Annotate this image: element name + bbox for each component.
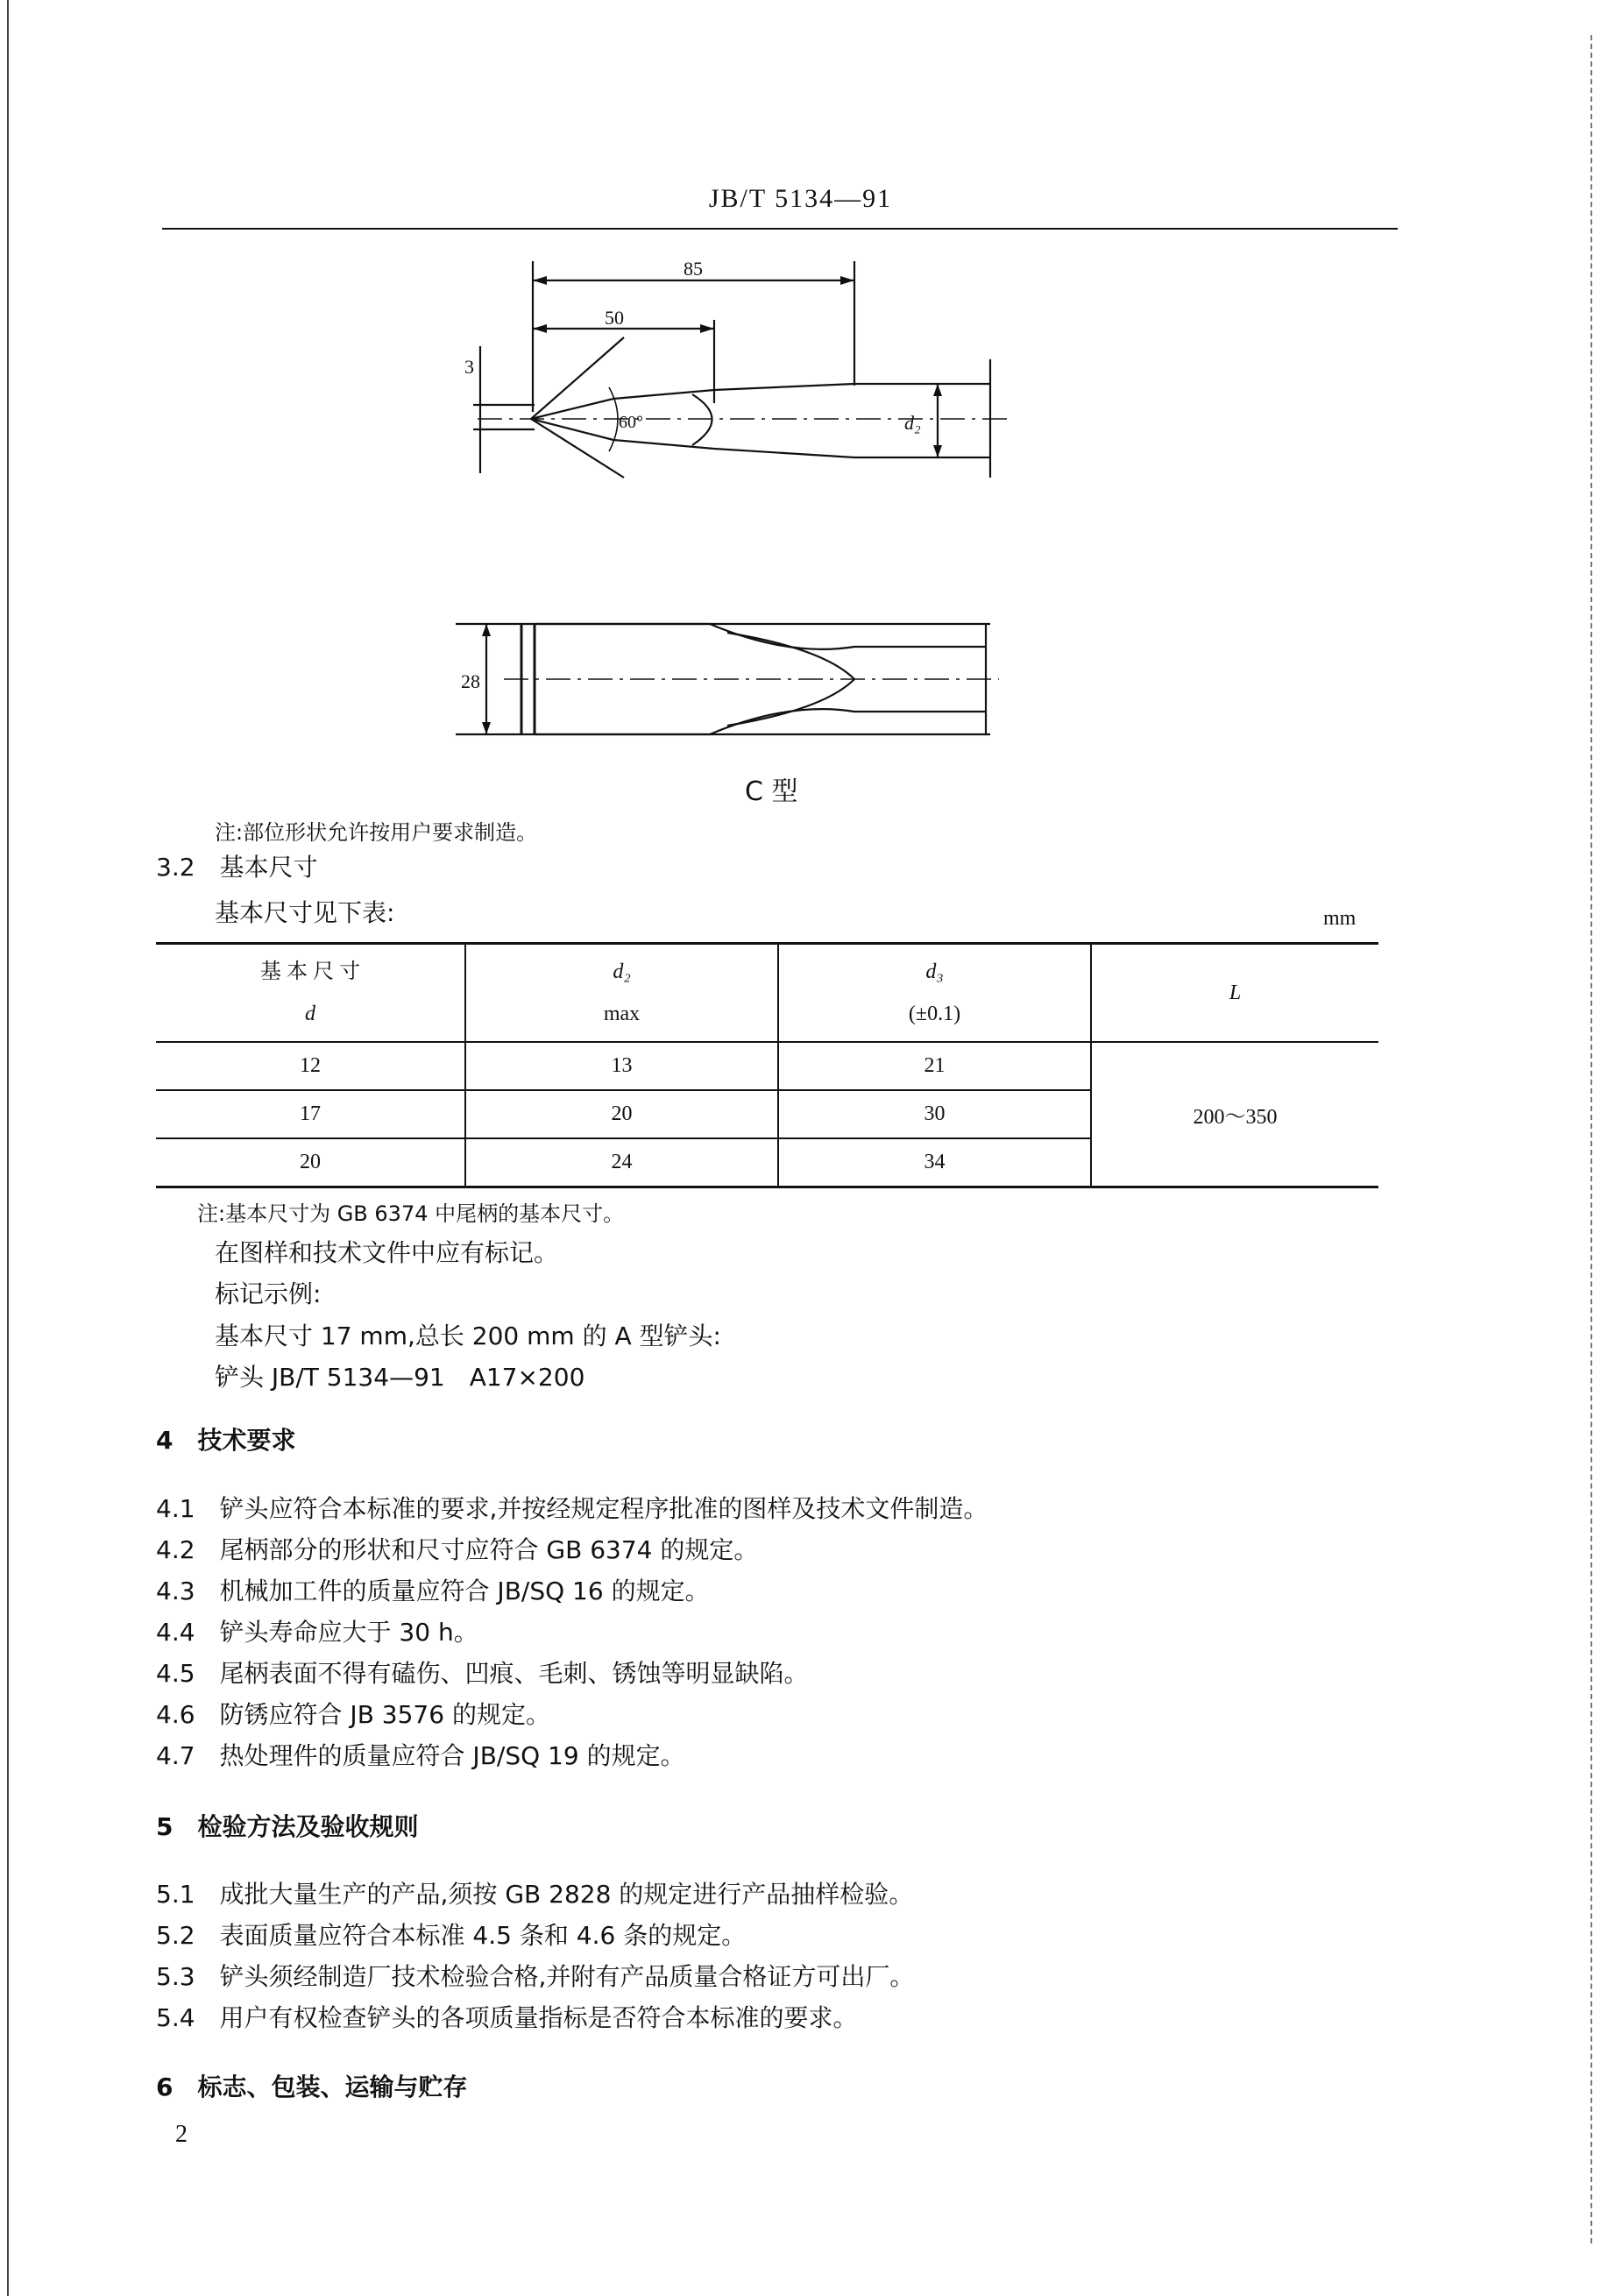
list-item: 5.4 用户有权检查铲头的各项质量指标是否符合本标准的要求。: [156, 2003, 858, 2032]
standard-code-header: JB/T 5134—91: [708, 184, 893, 213]
cell-d: 20: [156, 1138, 465, 1187]
dim-label-3: 3: [464, 356, 474, 378]
dim-label-d2: d₂: [904, 412, 921, 434]
technical-drawing: [0, 0, 1601, 771]
section-4-title: 4 技术要求: [156, 1426, 296, 1455]
page-number: 2: [175, 2121, 188, 2148]
cell-d2: 13: [465, 1042, 778, 1090]
list-item: 4.5 尾柄表面不得有磕伤、凹痕、毛刺、锈蚀等明显缺陷。: [156, 1659, 809, 1688]
marking-line-3: 基本尺寸 17 mm,总长 200 mm 的 A 型铲头:: [215, 1322, 721, 1350]
marking-line-1: 在图样和技术文件中应有标记。: [215, 1238, 559, 1267]
table-note: 注:基本尺寸为 GB 6374 中尾柄的基本尺寸。: [197, 1201, 625, 1226]
dimension-table: [156, 942, 1378, 1188]
list-item: 4.3 机械加工件的质量应符合 JB/SQ 16 的规定。: [156, 1577, 710, 1605]
dim-label-50: 50: [605, 307, 624, 329]
outline-lower: [531, 419, 990, 457]
col-header-L: L: [1091, 944, 1378, 1043]
section-5-title: 5 检验方法及验收规则: [156, 1812, 419, 1841]
cell-L: 200～350: [1091, 1042, 1378, 1187]
list-item: 4.4 铲头寿命应大于 30 h。: [156, 1618, 478, 1647]
cell-d2: 20: [465, 1090, 778, 1138]
marking-line-4: 铲头 JB/T 5134—91 A17×200: [215, 1363, 585, 1392]
list-item: 5.3 铲头须经制造厂技术检验合格,并附有产品质量合格证方可出厂。: [156, 1962, 915, 1991]
table-row: [156, 1042, 1378, 1090]
cell-d: 17: [156, 1090, 465, 1138]
table-header-row: [156, 944, 1378, 1043]
cell-d3: 21: [778, 1042, 1091, 1090]
figure-note: 注:部位形状允许按用户要求制造。: [215, 820, 538, 845]
list-item: 5.1 成批大量生产的产品,须按 GB 2828 的规定进行产品抽样检验。: [156, 1880, 914, 1909]
section-6-title: 6 标志、包装、运输与贮存: [156, 2073, 468, 2101]
outline-upper: [531, 384, 990, 419]
marking-line-2: 标记示例:: [215, 1279, 322, 1308]
section-3-2-intro: 基本尺寸见下表:: [215, 898, 395, 927]
angle-label: 60°: [619, 413, 643, 432]
col-header-d: 基 本 尺 寸 d: [156, 944, 465, 1043]
list-item: 4.6 防锈应符合 JB 3576 的规定。: [156, 1700, 550, 1729]
dim-label-28: 28: [461, 670, 480, 692]
unit-label: mm: [1323, 907, 1357, 930]
cell-d3: 30: [778, 1090, 1091, 1138]
transition-curve: [692, 394, 712, 445]
cell-d3: 34: [778, 1138, 1091, 1187]
col-header-d2: d₂ max: [465, 944, 778, 1043]
list-item: 4.1 铲头应符合本标准的要求,并按经规定程序批准的图样及技术文件制造。: [156, 1494, 988, 1523]
cell-d: 12: [156, 1042, 465, 1090]
dim-label-85: 85: [684, 258, 703, 280]
list-item: 4.2 尾柄部分的形状和尺寸应符合 GB 6374 的规定。: [156, 1535, 759, 1564]
list-item: 5.2 表面质量应符合本标准 4.5 条和 4.6 条的规定。: [156, 1921, 747, 1950]
col-header-d3: d₃ (±0.1): [778, 944, 1091, 1043]
figure-caption: C 型: [745, 776, 798, 807]
cell-d2: 24: [465, 1138, 778, 1187]
list-item: 4.7 热处理件的质量应符合 JB/SQ 19 的规定。: [156, 1741, 685, 1770]
section-3-2-title: 3.2 基本尺寸: [156, 853, 318, 882]
